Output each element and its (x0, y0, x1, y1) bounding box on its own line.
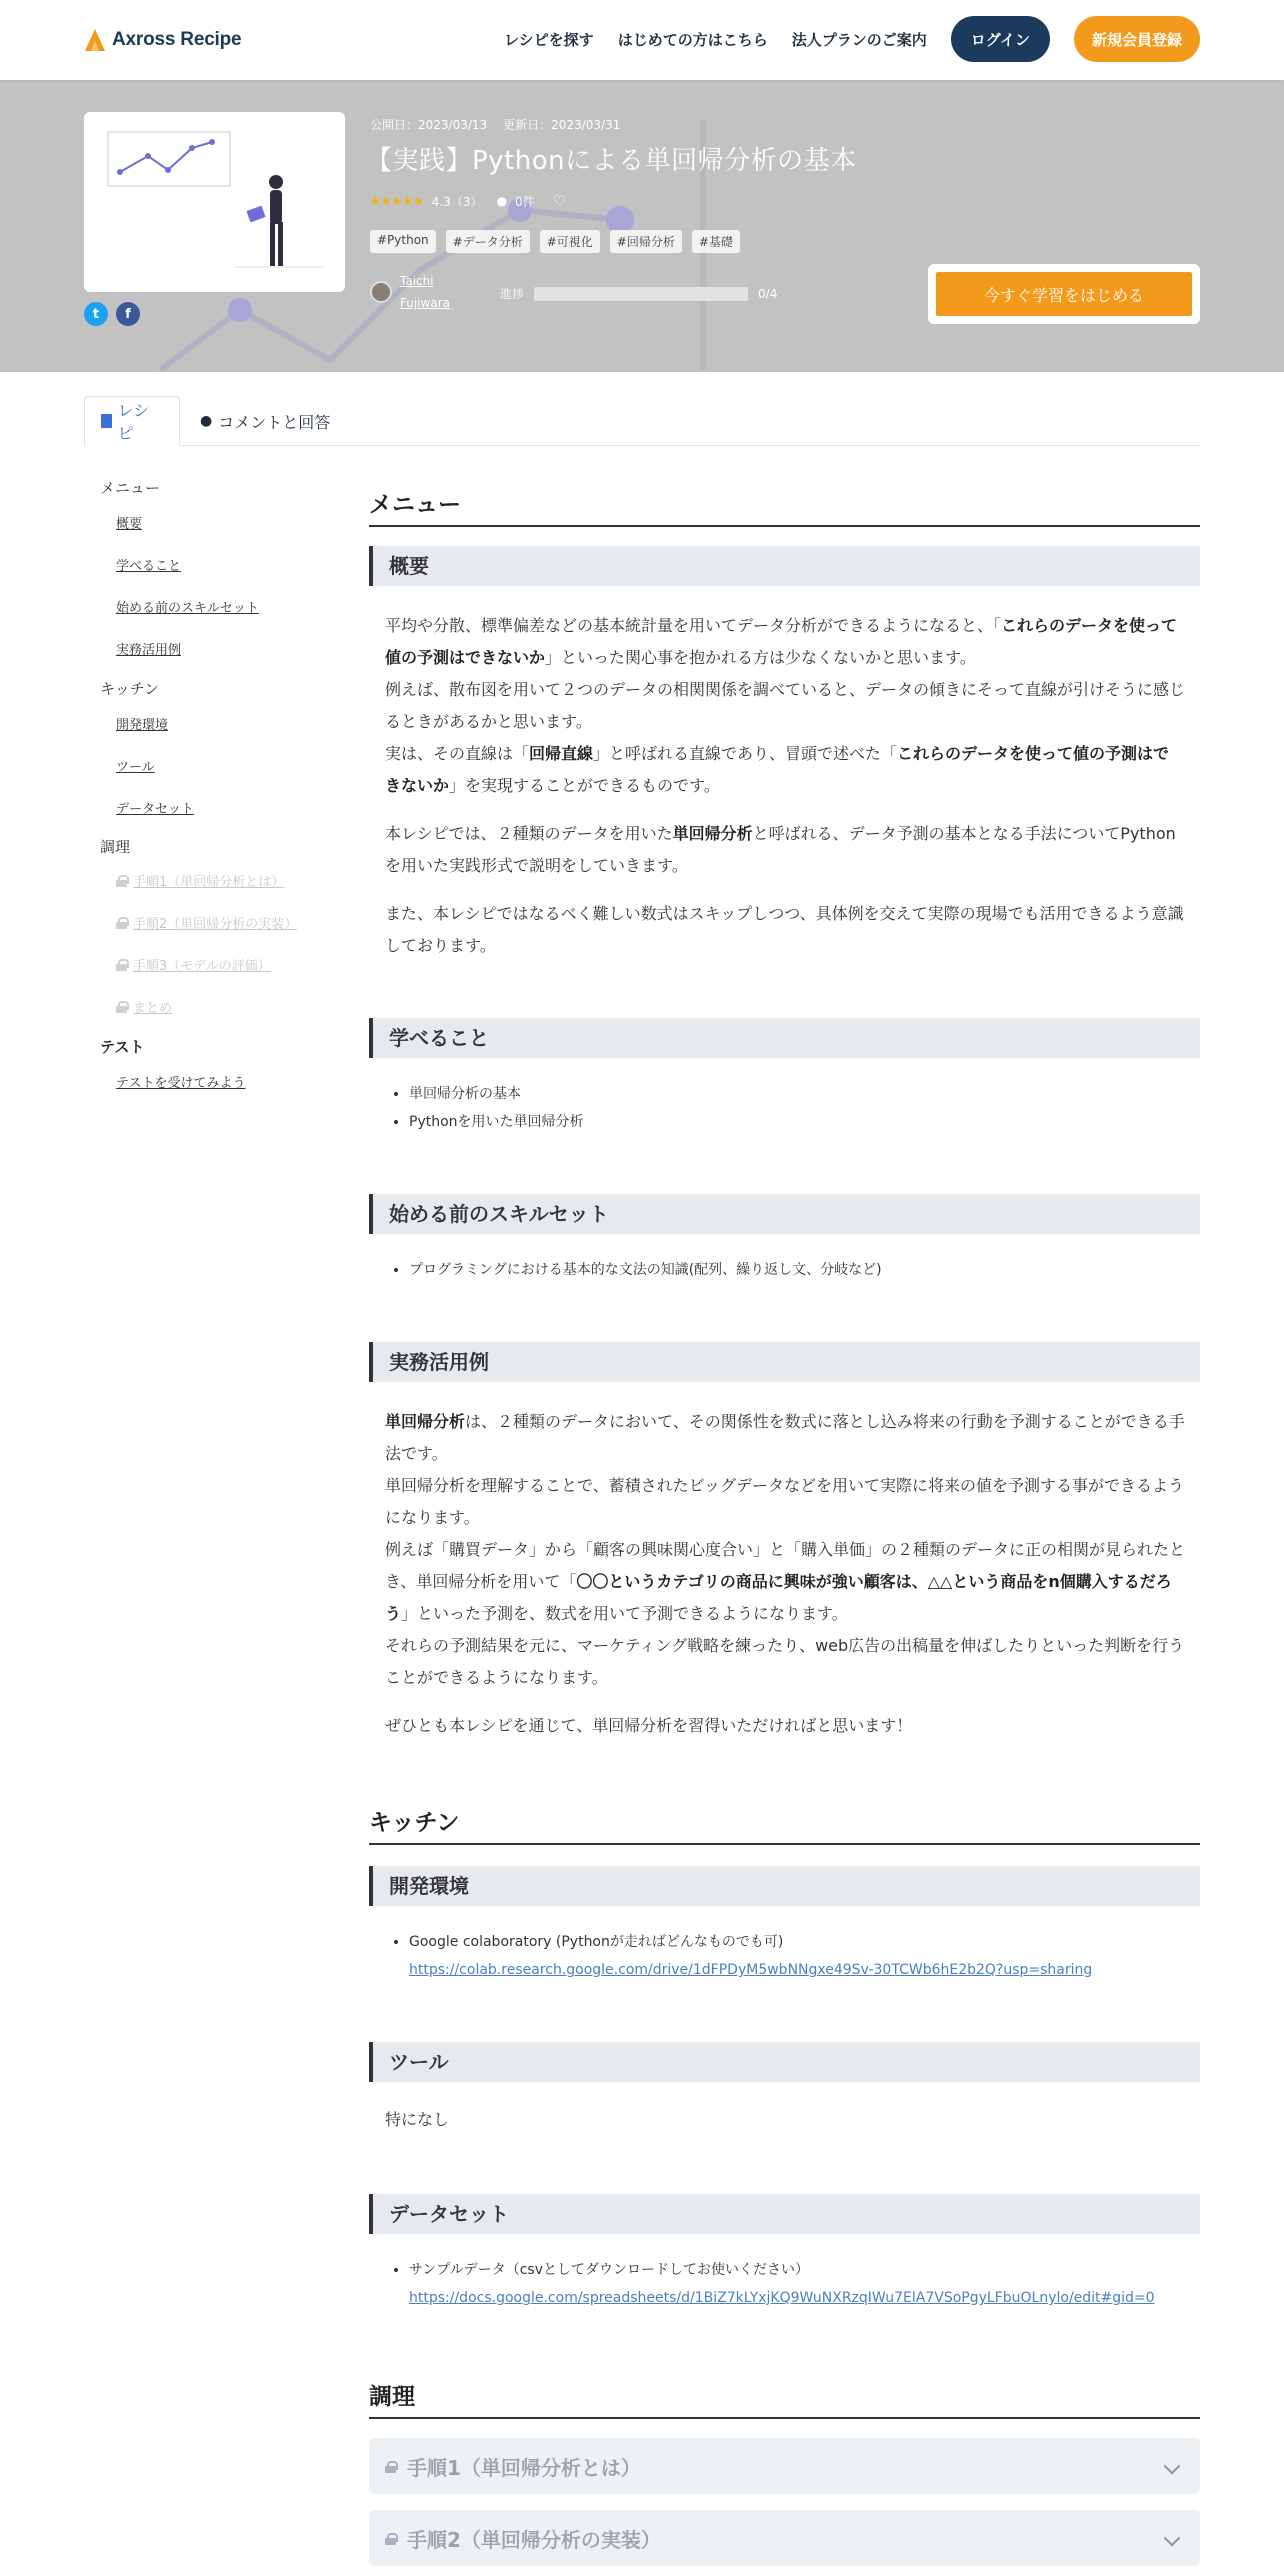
environment-heading: 開発環境 (369, 1866, 1200, 1906)
step2-accordion[interactable] (369, 2510, 1200, 2566)
sidebar-item-step1[interactable] (116, 871, 284, 890)
colab-link[interactable]: https://colab.research.google.com/drive/1dFPDyM5wbNNgxe49Sv-30TCWb6hE2b2Q?usp=sharing (409, 1962, 1093, 1978)
sidebar-heading-kitchen: キッチン (100, 680, 159, 698)
author-last-name: Fujiwara (400, 296, 450, 310)
tools-heading: ツール (369, 2042, 1200, 2082)
text-bold: 単回帰分析 (385, 1412, 466, 1431)
tag-list (370, 230, 740, 253)
comment-count: 0件 (515, 194, 535, 209)
sidebar-item-summary-label: まとめ (133, 1001, 173, 1016)
lock-icon (116, 1001, 127, 1013)
progress-value: 0/4 (758, 286, 778, 301)
sidebar-item-usecase[interactable]: 実務活用例 (116, 643, 182, 658)
nav-business-plan[interactable]: 法人プランのご案内 (791, 30, 927, 49)
sidebar-item-learn[interactable]: 学べること (116, 559, 182, 574)
text-span: 」と呼ばれる直線であり、冒頭で述べた「 (593, 744, 898, 763)
tab-recipe[interactable] (84, 396, 180, 447)
document-icon (101, 414, 112, 428)
author-link[interactable] (370, 270, 450, 314)
text-bold: 〇〇というカテゴリの商品に興味が強い顧客は、△△という商品をn個購入するだろう (385, 1572, 1172, 1623)
text-span: と呼ばれる、データ予測の基本となる手法についてPythonを用いた実践形式で説明をしていきます。 (385, 824, 1176, 875)
dataset-list (409, 2256, 1199, 2312)
sidebar-item-environment[interactable]: 開発環境 (116, 718, 169, 733)
text-span: それらの予測結果を元に、マーケティング戦略を練ったり、web広告の出稿量を伸ばしたりといった判断を行うことができるようになります。 (385, 1636, 1185, 1687)
heart-icon[interactable]: ♡ (552, 192, 567, 210)
sidebar-item-dataset[interactable]: データセット (116, 802, 195, 817)
text-span: 平均や分散、標準偏差などの基本統計量を用いてデータ分析ができるようになると、「 (385, 616, 1002, 635)
tab-recipe-label: レシピ (117, 401, 150, 443)
learn-list (409, 1080, 1199, 1136)
dataset-text: サンプルデータ（csvとしてダウンロードしてお使いください） (409, 2262, 810, 2278)
recipe-thumbnail (84, 112, 345, 292)
environment-list (409, 1928, 1199, 1984)
share-buttons (84, 302, 140, 326)
recipe-dates (370, 116, 620, 133)
text-span: 例えば「購買データ」から「顧客の興味関心度合い」と「購入単価」の２種類のデータに正の相関が見られたとき、単回帰分析を用いて「 (385, 1540, 1186, 1591)
lock-icon (116, 875, 127, 887)
list-item: • プログラミングにおける基本的な文法の知識(配列、繰り返し文、分岐など) (409, 1256, 1199, 1284)
section-kitchen-heading: キッチン (369, 1804, 1200, 1845)
logo-icon (84, 28, 106, 52)
content-tabs (84, 396, 1200, 446)
overview-heading: 概要 (369, 546, 1200, 586)
brand-logo[interactable] (84, 28, 241, 52)
sidebar-item-step2-label: 手順2（単回帰分析の実装） (133, 917, 298, 932)
sidebar-heading-menu: メニュー (100, 479, 161, 497)
sidebar-item-step3-label: 手順3（モデルの評価） (133, 959, 271, 974)
author-first-name: Taichi (400, 274, 434, 288)
lock-icon (385, 2533, 396, 2545)
overview-paragraph-2 (385, 818, 1185, 882)
environment-text: Google colaboratory (Pythonが走ればどんなものでも可) (409, 1934, 784, 1950)
text-span: 例えば、散布図を用いて２つのデータの相関関係を調べていると、データの傾きにそって直線が引けそうに感じるときがあるかと思います。 (385, 680, 1186, 731)
sidebar-item-summary[interactable] (116, 997, 172, 1016)
signup-button[interactable]: 新規会員登録 (1074, 16, 1200, 62)
login-button[interactable]: ログイン (951, 16, 1050, 62)
section-cooking-heading: 調理 (369, 2378, 1200, 2419)
text-bold: これらのデータを使って値の予測はできないか (385, 744, 1170, 795)
text-bold: これらのデータを使って値の予測はできないか (385, 616, 1178, 667)
facebook-icon[interactable]: f (116, 302, 140, 326)
skillset-list (409, 1256, 1199, 1284)
section-menu-heading: メニュー (369, 486, 1200, 527)
step-lock-wrap (385, 2458, 396, 2477)
tag-item[interactable]: #回帰分析 (610, 230, 682, 253)
usecase-heading: 実務活用例 (369, 1342, 1200, 1382)
list-item (409, 2256, 1199, 2312)
start-panel (928, 264, 1200, 324)
chevron-down-icon (1164, 2530, 1181, 2547)
list-item: • 単回帰分析の基本 (409, 1080, 1199, 1108)
published-date: 公開日：2023/03/13 (370, 118, 488, 132)
chevron-down-icon (1164, 2458, 1181, 2475)
top-header (0, 0, 1284, 80)
step1-title: 手順1（単回帰分析とは） (407, 2456, 641, 2480)
tools-text: 特になし (385, 2110, 450, 2129)
sidebar-item-skillset[interactable]: 始める前のスキルセット (116, 601, 259, 616)
list-item: • Pythonを用いた単回帰分析 (409, 1108, 1199, 1136)
nav-getting-started[interactable]: はじめての方はこちら (617, 30, 768, 49)
text-span: 実は、その直線は「 (385, 744, 530, 763)
sidebar-item-take-test[interactable]: テストを受けてみよう (116, 1076, 246, 1091)
analytics-illustration (84, 112, 345, 292)
text-span: は、２種類のデータにおいて、その関係性を数式に落とし込み将来の行動を予測することができる手法です。 (385, 1412, 1185, 1463)
sidebar-item-step2[interactable] (116, 913, 297, 932)
comments-icon: ● (200, 413, 213, 429)
recipe-hero (0, 80, 1284, 372)
sidebar-heading-test: テスト (100, 1038, 145, 1056)
tab-comments-label: コメントと回答 (218, 412, 331, 432)
sidebar-item-overview[interactable]: 概要 (116, 517, 143, 532)
step1-accordion[interactable] (369, 2438, 1200, 2494)
comment-icon: ● (496, 194, 508, 208)
usecase-paragraph-2: ぜひとも本レシピを通じて、単回帰分析を習得いただければと思います！ (385, 1716, 913, 1735)
text-span: 」といった予測を、数式を用いて予測できるようになります。 (401, 1604, 848, 1623)
tag-item[interactable]: #データ分析 (446, 230, 530, 253)
updated-date: 更新日：2023/03/31 (503, 118, 621, 132)
main-nav (504, 16, 1200, 62)
recipe-title: 【実践】Pythonによる単回帰分析の基本 (366, 146, 857, 176)
sidebar-item-step1-label: 手順1（単回帰分析とは） (133, 875, 285, 890)
brand-name: Axross Recipe (112, 29, 242, 50)
dataset-link[interactable]: https://docs.google.com/spreadsheets/d/1BiZ7kLYxjKQ9WuNXRzqIWu7ElA7VSoPgyLFbuOLnylo/edit#gid=0 (409, 2290, 1155, 2306)
text-bold: 単回帰分析 (672, 824, 753, 843)
learn-heading: 学べること (369, 1018, 1200, 1058)
progress-area (500, 285, 777, 302)
skillset-heading: 始める前のスキルセット (369, 1194, 1200, 1234)
text-bold: 回帰直線 (529, 744, 594, 763)
sidebar-item-step3[interactable] (116, 955, 271, 974)
recipe-meta (370, 192, 566, 210)
lock-icon (116, 959, 127, 971)
overview-paragraph-3: また、本レシピではなるべく難しい数式はスキップしつつ、具体例を交えて実際の現場でも活用できるよう意識しております。 (385, 904, 1184, 955)
nav-find-recipes[interactable]: レシピを探す (504, 30, 594, 49)
overview-paragraph-1 (385, 610, 1185, 802)
tag-item[interactable]: #基礎 (692, 230, 740, 253)
tag-item[interactable]: #可視化 (540, 230, 600, 253)
step-lock-wrap (385, 2530, 396, 2549)
twitter-icon[interactable]: t (84, 302, 108, 326)
tab-comments[interactable] (184, 396, 346, 446)
avatar (370, 281, 392, 303)
progress-label: 進捗 (500, 287, 525, 301)
sidebar-heading-cooking: 調理 (100, 838, 131, 856)
step2-title: 手順2（単回帰分析の実装） (407, 2528, 661, 2552)
dataset-heading: データセット (369, 2194, 1200, 2234)
lock-icon (385, 2461, 396, 2473)
text-span: 」といった関心事を抱かれる方は少なくないかと思います。 (545, 648, 976, 667)
text-span: 単回帰分析を理解することで、蓄積されたビッグデータなどを用いて実際に将来の値を予測する事ができるようになります。 (385, 1476, 1185, 1527)
text-span: 本レシピでは、２種類のデータを用いた (385, 824, 673, 843)
usecase-paragraph-1 (385, 1406, 1185, 1694)
progress-bar (534, 287, 748, 301)
text-span: 」を実現することができるものです。 (449, 776, 720, 795)
author-name (400, 270, 450, 314)
list-item (409, 1928, 1199, 1984)
sidebar-item-tools[interactable]: ツール (116, 760, 155, 775)
rating-value: 4.3（3） (431, 194, 483, 209)
lock-icon (116, 917, 127, 929)
start-learning-button[interactable]: 今すぐ学習をはじめる (936, 272, 1192, 316)
tag-item[interactable]: #Python (370, 230, 436, 253)
rating-stars-icon: ★★★★★ (370, 194, 424, 208)
